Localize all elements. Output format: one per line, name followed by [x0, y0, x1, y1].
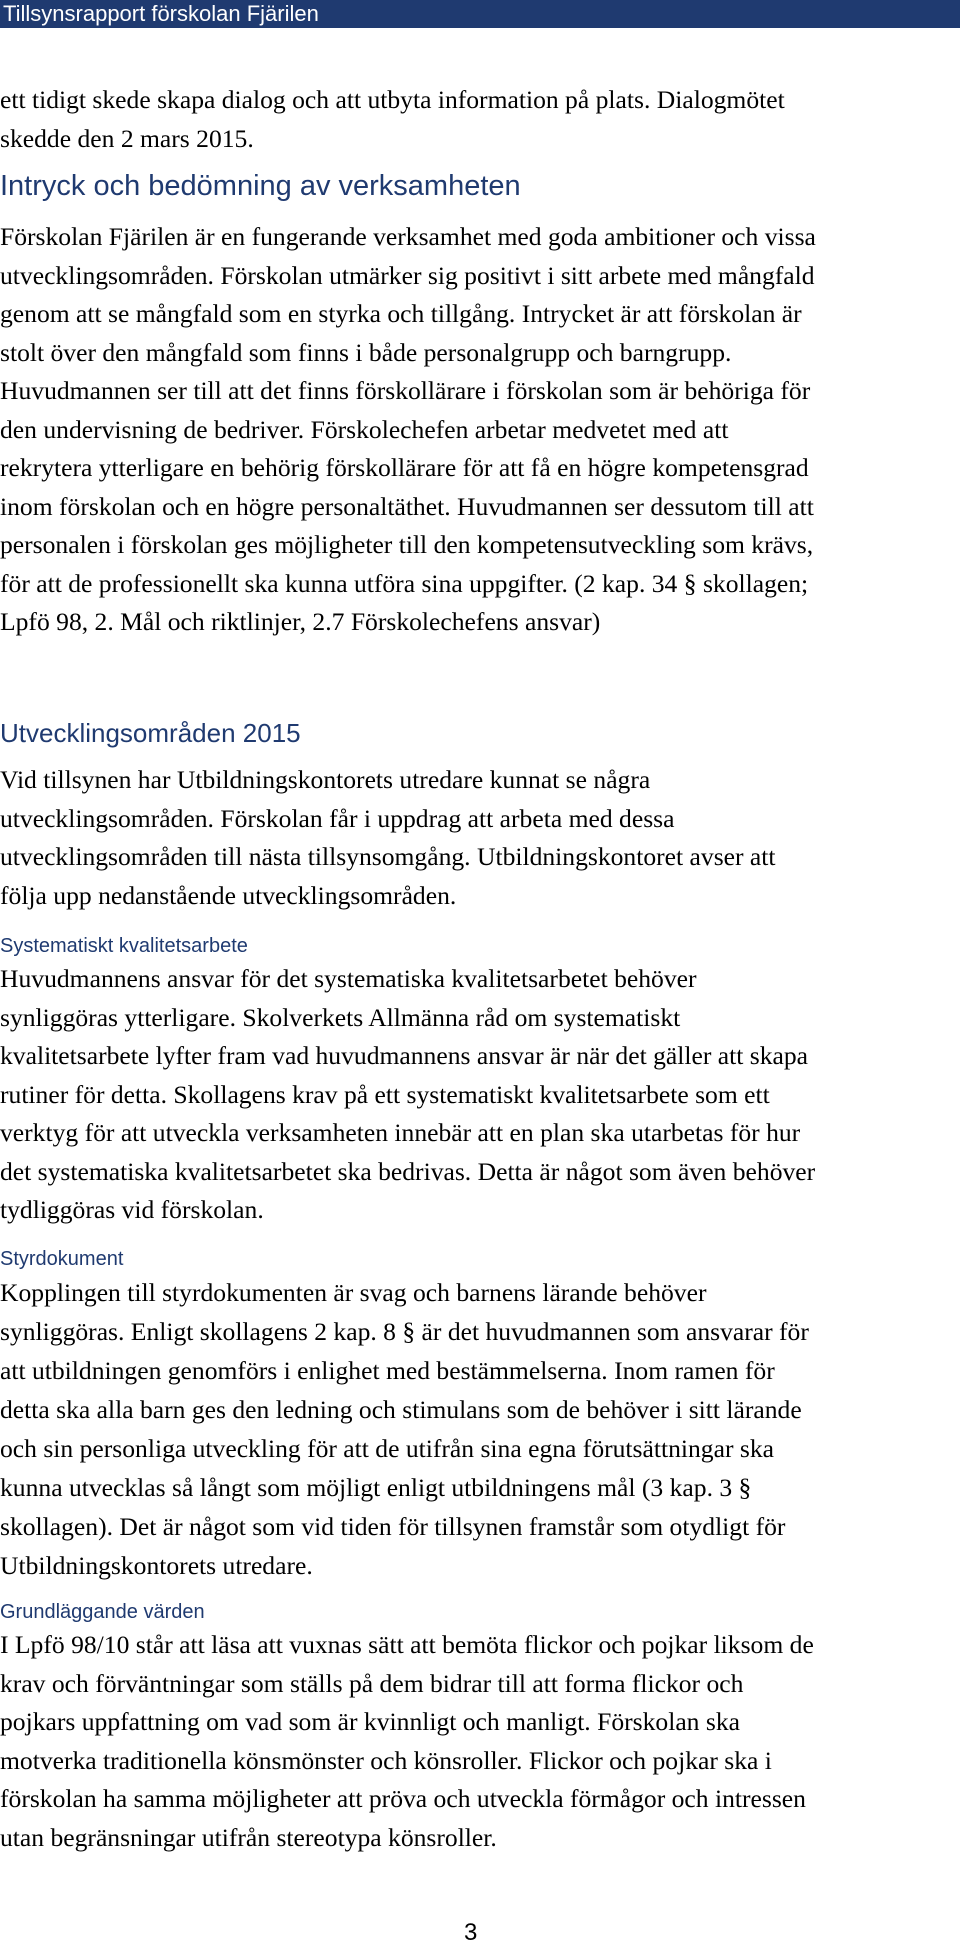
section-heading-intryck: Intryck och bedömning av verksamheten	[0, 170, 521, 202]
text-line: krav och förväntningar som ställs på dem bidrar till att forma flickor och	[0, 1668, 744, 1698]
text-line: Förskolan Fjärilen är en fungerande verksamhet med goda ambitioner och vissa	[0, 222, 816, 251]
text-line: förskolan ha samma möjligheter att pröva och utveckla förmågor och intressen	[0, 1784, 806, 1813]
page-header	[0, 0, 960, 28]
text-line: utvecklingsområden. Förskolan utmärker sig positivt i sitt arbete med mångfald	[0, 260, 815, 290]
text-line: I Lpfö 98/10 står att läsa att vuxnas sätt att bemöta flickor och pojkar liksom de	[0, 1630, 814, 1659]
text-line: tydliggöras vid förskolan.	[0, 1195, 264, 1224]
text-line: inom förskolan och en högre personaltäthet. Huvudmannen ser dessutom till att	[0, 491, 814, 521]
text-line: Utbildningskontorets utredare.	[0, 1551, 313, 1580]
text-line: och sin personliga utveckling för att de utifrån sina egna förutsättningar ska	[0, 1434, 774, 1463]
text-line: Kopplingen till styrdokumenten är svag och barnens lärande behöver	[0, 1278, 707, 1307]
text-line: utvecklingsområden till nästa tillsynsomgång. Utbildningskontoret avser att	[0, 842, 776, 871]
subsection-systematiskt-paragraph	[0, 960, 960, 1230]
text-line: synliggöras ytterligare. Skolverkets Allmänna råd om systematiskt	[0, 1002, 681, 1032]
text-line: Lpfö 98, 2. Mål och riktlinjer, 2.7 Förskolechefens ansvar)	[0, 607, 601, 636]
text-line: Huvudmannen ser till att det finns förskollärare i förskolan som är behöriga för	[0, 376, 811, 405]
section-utvecklingsomraden-paragraph	[0, 761, 960, 915]
subsection-grundlaggande-paragraph	[0, 1626, 960, 1857]
subheading-systematiskt-kvalitetsarbete: Systematiskt kvalitetsarbete	[0, 935, 248, 957]
text-line: utvecklingsområden. Förskolan får i uppdrag att arbeta med dessa	[0, 803, 675, 833]
section-intryck-paragraph	[0, 218, 960, 642]
text-line: genom att se mångfald som en styrka och tillgång. Intrycket är att förskolan är	[0, 299, 802, 328]
text-line: motverka traditionella könsmönster och könsroller. Flickor och pojkar ska i	[0, 1745, 772, 1775]
text-line: skedde den 2 mars 2015.	[0, 123, 254, 153]
text-line: Huvudmannens ansvar för det systematiska kvalitetsarbetet behöver	[0, 964, 697, 993]
text-line: följa upp nedanstående utvecklingsområden.	[0, 880, 457, 910]
text-line: rekrytera ytterligare en behörig förskollärare för att få en högre kompetensgrad	[0, 453, 809, 482]
text-line: utan begränsningar utifrån stereotypa könsroller.	[0, 1822, 497, 1852]
text-line: kunna utvecklas så långt som möjligt enligt utbildningens mål (3 kap. 3 §	[0, 1473, 752, 1502]
section-heading-utvecklingsomraden: Utvecklingsområden 2015	[0, 718, 301, 748]
text-line: Vid tillsynen har Utbildningskontorets utredare kunnat se några	[0, 765, 651, 794]
text-line: det systematiska kvalitetsarbetet ska bedrivas. Detta är något som även behöver	[0, 1156, 816, 1186]
text-line: för att de professionellt ska kunna utföra sina uppgifter. (2 kap. 34 § skollagen;	[0, 568, 809, 598]
text-line: detta ska alla barn ges den ledning och stimulans som de behöver i sitt lärande	[0, 1395, 802, 1424]
intro-paragraph	[0, 81, 960, 158]
subsection-styrdokument-paragraph	[0, 1273, 960, 1585]
subheading-grundlaggande-varden: Grundläggande värden	[0, 1601, 205, 1623]
text-line: synliggöras. Enligt skollagens 2 kap. 8 § är det huvudmannen som ansvarar för	[0, 1317, 809, 1346]
text-line: personalen i förskolan ges möjligheter till den kompetensutveckling som krävs,	[0, 530, 814, 559]
page-number: 3	[464, 1919, 478, 1946]
subheading-styrdokument: Styrdokument	[0, 1248, 124, 1270]
text-line: stolt över den mångfald som finns i både personalgrupp och barngrupp.	[0, 337, 732, 367]
text-line: ett tidigt skede skapa dialog och att utbyta information på plats. Dialogmötet	[0, 85, 785, 114]
text-line: verktyg för att utveckla verksamheten innebär att en plan ska utarbetas för hur	[0, 1118, 801, 1147]
text-line: kvalitetsarbete lyfter fram vad huvudmannens ansvar är när det gäller att skapa	[0, 1041, 809, 1070]
text-line: skollagen). Det är något som vid tiden för tillsynen framstår som otydligt för	[0, 1512, 786, 1541]
text-line: rutiner för detta. Skollagens krav på ett systematiskt kvalitetsarbete som ett	[0, 1079, 770, 1109]
text-line: pojkars uppfattning om vad som är kvinnligt och manligt. Förskolan ska	[0, 1707, 740, 1736]
header-title: Tillsynsrapport förskolan Fjärilen	[3, 1, 319, 26]
text-line: att utbildningen genomförs i enlighet med bestämmelserna. Inom ramen för	[0, 1356, 775, 1385]
text-line: den undervisning de bedriver. Förskolechefen arbetar medvetet med att	[0, 414, 729, 444]
